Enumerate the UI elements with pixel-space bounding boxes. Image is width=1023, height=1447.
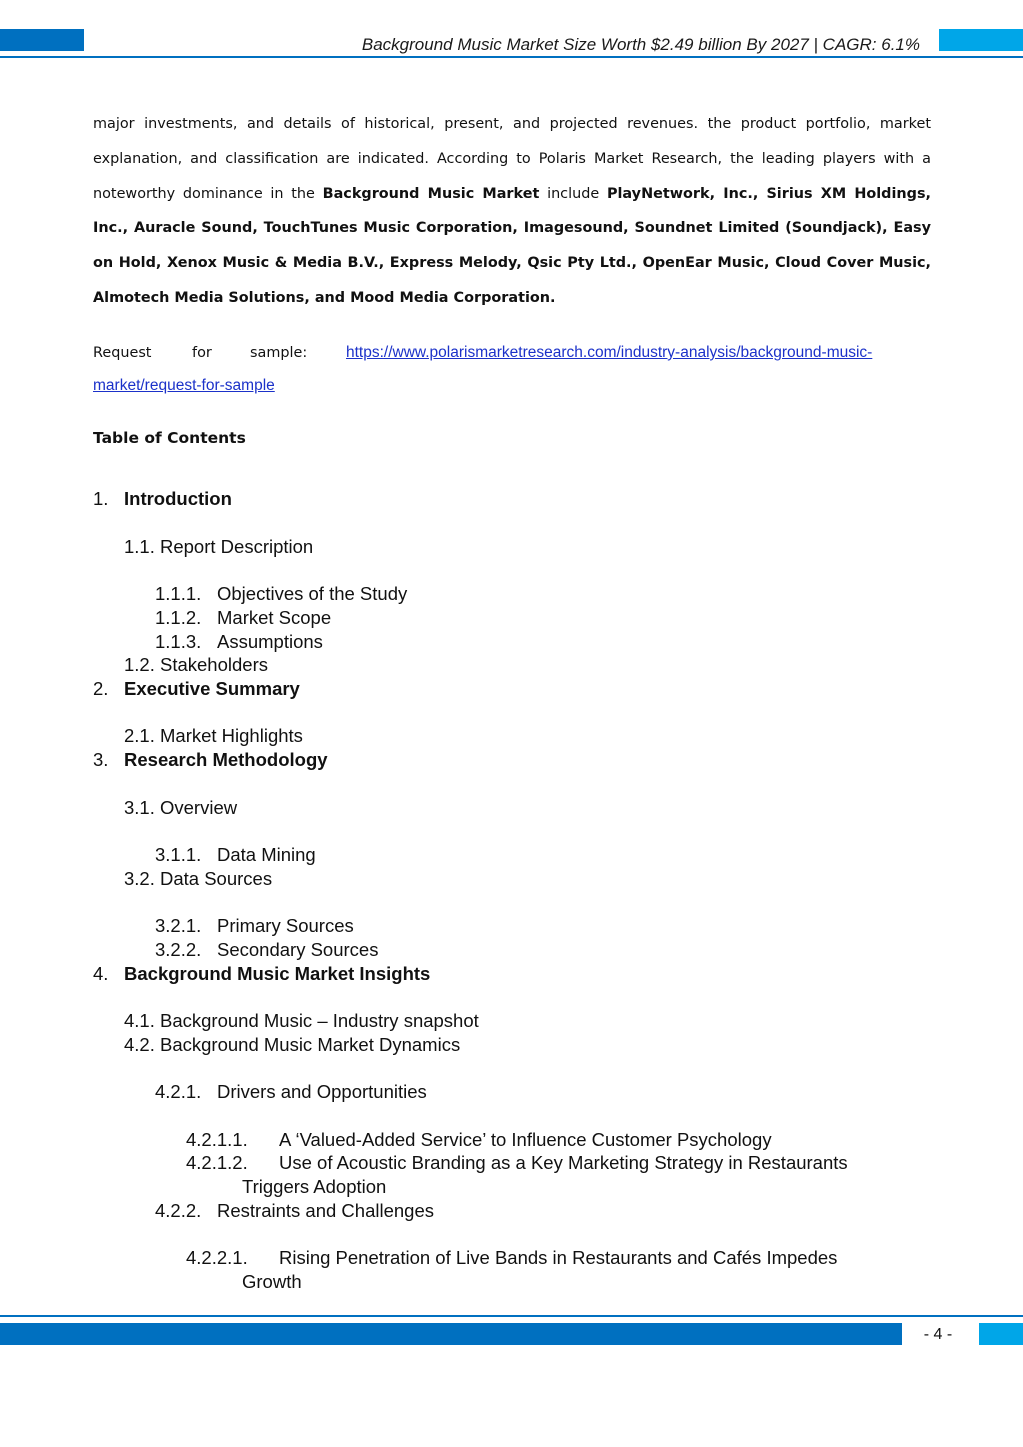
- toc-item-number: 3.2.1.: [155, 915, 202, 936]
- toc-item-text: Secondary Sources: [217, 939, 379, 960]
- toc-item-text: Restraints and Challenges: [217, 1200, 434, 1221]
- toc-item-text: Objectives of the Study: [217, 583, 408, 604]
- toc-item-text-continued: Growth: [242, 1271, 302, 1292]
- toc-item-text: 4.2. Background Music Market Dynamics: [124, 1034, 461, 1055]
- toc-item-number: 1.: [93, 488, 109, 509]
- header-accent-bar-left: [0, 29, 84, 51]
- toc-item-text: Drivers and Opportunities: [217, 1081, 427, 1102]
- toc-item-text: Rising Penetration of Live Bands in Restaurants and Cafés Impedes: [279, 1247, 838, 1268]
- footer-accent-bar-left: [0, 1323, 902, 1345]
- toc-item-text: Use of Acoustic Branding as a Key Marketing Strategy in Restaurants: [279, 1152, 848, 1173]
- toc-item-text: 4.1. Background Music – Industry snapshot: [124, 1010, 479, 1031]
- toc-item-number: 1.1.3.: [155, 631, 202, 652]
- toc-item-text: 3.1. Overview: [124, 797, 238, 818]
- toc-item-number: 1.1.1.: [155, 583, 202, 604]
- header-divider: [0, 56, 1023, 58]
- body-paragraph: [93, 107, 931, 316]
- toc-item-text: Background Music Market Insights: [124, 963, 431, 984]
- request-word: for: [192, 345, 212, 361]
- toc-item-number: 4.: [93, 963, 109, 984]
- toc-item-text-continued: Triggers Adoption: [242, 1176, 387, 1197]
- toc-item-text: A ‘Valued-Added Service’ to Influence Customer Psychology: [279, 1129, 772, 1150]
- toc-item-text: Assumptions: [217, 631, 323, 652]
- toc-item-number: 4.2.2.1.: [186, 1247, 248, 1268]
- body-text-include: include: [539, 185, 607, 202]
- toc-item-text: 1.1. Report Description: [124, 536, 314, 557]
- request-word: sample:: [250, 345, 308, 361]
- toc-item-number: 4.2.2.: [155, 1200, 202, 1221]
- footer-accent-bar-right: [979, 1323, 1023, 1345]
- header-accent-bar-right: [939, 29, 1023, 51]
- body-text-players: PlayNetwork, Inc., Sirius XM Holdings, Inc., Auracle Sound, TouchTunes Music Corporation, Imagesound, Soundnet Limited (Soundjack), Easy on Hold, Xenox Music & Media B.V., Express Melody, Qsic Pty Ltd., OpenEar Music, Cloud Cover Music, Almotech Media Solutions, and Mood Media Corporation.: [93, 185, 931, 306]
- toc-title: Table of Contents: [93, 429, 246, 447]
- toc-item-number: 4.2.1.1.: [186, 1129, 248, 1150]
- toc-item-number: 3.1.1.: [155, 844, 202, 865]
- toc-item-number: 1.1.2.: [155, 607, 202, 628]
- body-text-intro: major investments, and details of historical, present, and projected revenues. the product portfolio, market explanation, and classification are indicated. According to Polaris Market Research, the leading players with a noteworthy dominance in the: [93, 116, 931, 202]
- toc-item-text: Primary Sources: [217, 915, 354, 936]
- toc-item-number: 2.: [93, 678, 109, 699]
- page-number: - 4 -: [923, 1326, 953, 1343]
- toc-item-text: 2.1. Market Highlights: [124, 725, 303, 746]
- toc-item-text: 1.2. Stakeholders: [124, 654, 268, 675]
- toc-item-text: Market Scope: [217, 607, 332, 628]
- footer-divider: [0, 1315, 1023, 1317]
- body-text-market-name: Background Music Market: [322, 185, 540, 202]
- toc-item-number: 4.2.1.2.: [186, 1152, 248, 1173]
- request-sample-link-continued[interactable]: market/request-for-sample: [93, 377, 275, 394]
- request-sample-row: [93, 340, 931, 366]
- page-header-title: Background Music Market Size Worth $2.49 billion By 2027 | CAGR: 6.1%: [361, 35, 920, 54]
- toc-item-number: 3.: [93, 749, 109, 770]
- toc-item-number: 4.2.1.: [155, 1081, 202, 1102]
- request-sample-link[interactable]: https://www.polarismarketresearch.com/industry-analysis/background-music-: [346, 344, 873, 361]
- request-word: Request: [93, 345, 152, 361]
- toc-item-text: 3.2. Data Sources: [124, 868, 273, 889]
- toc-item-text: Executive Summary: [124, 678, 300, 699]
- toc-item-number: 3.2.2.: [155, 939, 202, 960]
- toc-item-text: Research Methodology: [124, 749, 328, 770]
- toc-item-text: Data Mining: [217, 844, 316, 865]
- toc-item-text: Introduction: [124, 488, 232, 509]
